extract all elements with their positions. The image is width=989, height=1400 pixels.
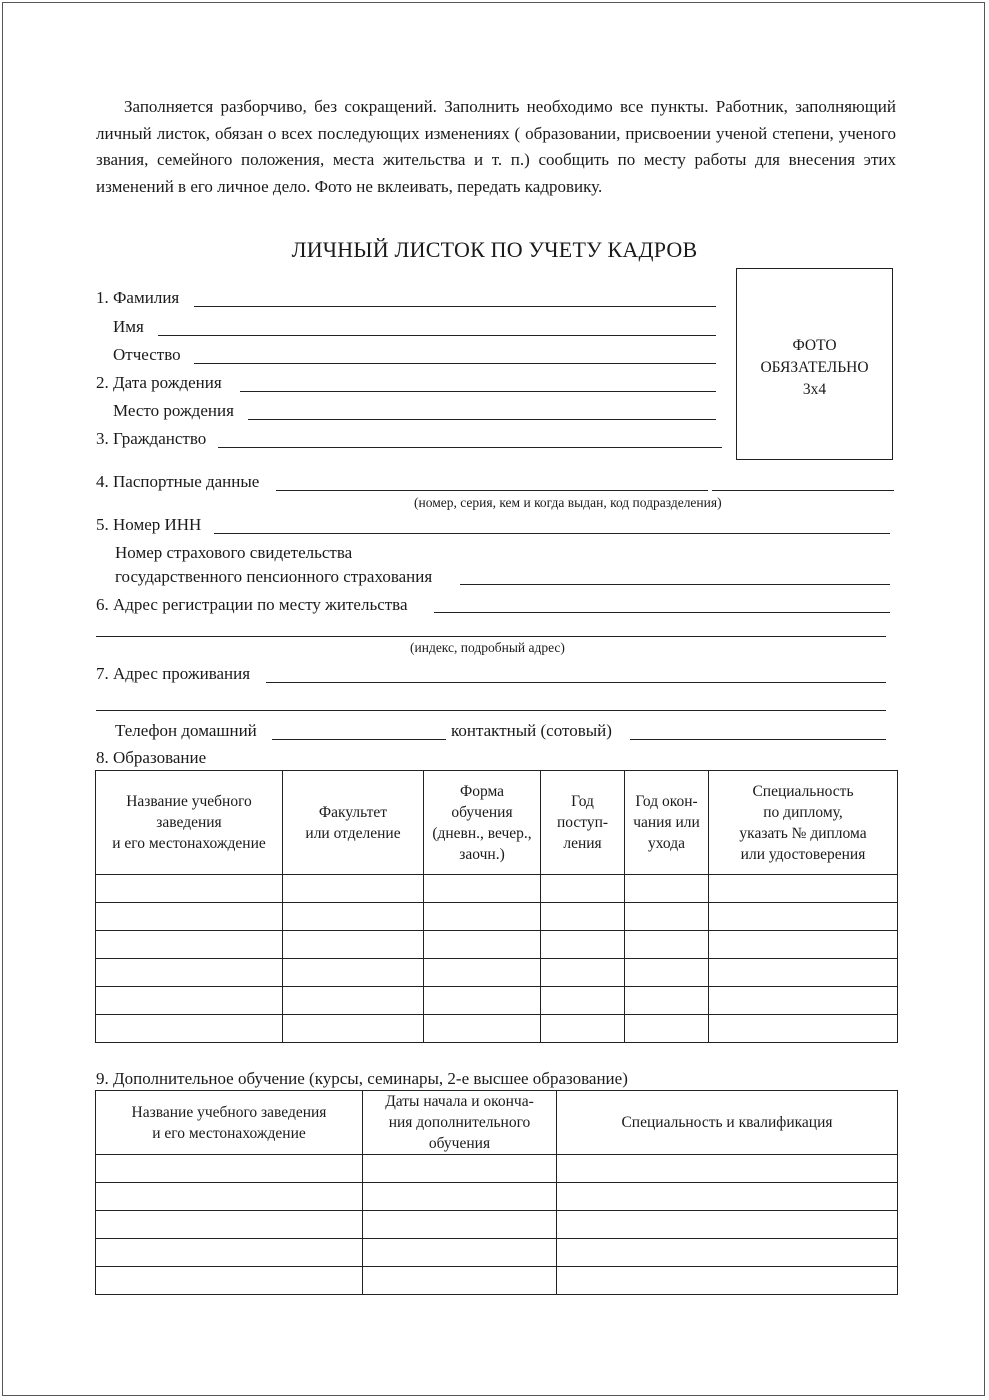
education-row [96, 987, 898, 1015]
table-cell[interactable] [283, 931, 424, 959]
additional-row [96, 1155, 898, 1183]
table-cell[interactable] [557, 1183, 898, 1211]
photo-placeholder [736, 268, 893, 460]
table-cell[interactable] [96, 875, 283, 903]
table-cell[interactable] [557, 1267, 898, 1295]
birth-date-field[interactable] [240, 391, 716, 392]
table-cell[interactable] [541, 1015, 625, 1043]
table-cell[interactable] [363, 1267, 557, 1295]
additional-header-row [96, 1091, 898, 1155]
table-cell[interactable] [557, 1155, 898, 1183]
education-row [96, 1015, 898, 1043]
birth-place-field[interactable] [248, 419, 716, 420]
citizenship-field[interactable] [218, 447, 722, 448]
education-row [96, 959, 898, 987]
additional-label: 9. Дополнительное обучение (курсы, семинары, 2-е высшее образование) [96, 1069, 628, 1088]
instructions-paragraph: Заполняется разборчиво, без сокращений. Заполнить необходимо все пункты. Работник, заполняющий личный листок, обязан о всех последующих изменениях ( образовании, присвоении ученой степени, ученого звания, семейного положения, места жительства и т. п.) сообщить по месту работы для внесения этих изменений в его личное дело. Фото не вклеивать, передать кадровику. [96, 97, 896, 196]
passport-label: 4. Паспортные данные [96, 472, 260, 491]
insurance-label-line2: государственного пенсионного страхования [115, 567, 433, 586]
table-cell[interactable] [96, 987, 283, 1015]
add-col-institution: Название учебного заведения и его местонахождение [96, 1091, 363, 1155]
phone-home-field[interactable] [272, 739, 446, 740]
birth-date-label: 2. Дата рождения [96, 373, 222, 392]
table-cell[interactable] [363, 1239, 557, 1267]
table-cell[interactable] [363, 1183, 557, 1211]
education-row [96, 903, 898, 931]
surname-label: 1. Фамилия [96, 288, 180, 307]
table-cell[interactable] [709, 1015, 898, 1043]
education-header-row [96, 771, 898, 875]
table-cell[interactable] [96, 1155, 363, 1183]
table-cell[interactable] [541, 903, 625, 931]
birth-place-label: Место рождения [113, 401, 234, 420]
table-cell[interactable] [625, 1015, 709, 1043]
table-cell[interactable] [424, 1015, 541, 1043]
table-cell[interactable] [96, 1239, 363, 1267]
name-label: Имя [113, 317, 144, 336]
table-cell[interactable] [283, 1015, 424, 1043]
table-cell[interactable] [541, 875, 625, 903]
reg-address-field-2[interactable] [96, 636, 886, 637]
edu-col-form: Форма обучения (дневн., вечер., заочн.) [424, 771, 541, 875]
additional-row [96, 1211, 898, 1239]
edu-col-institution: Название учебного заведения и его местонахождение [96, 771, 283, 875]
table-cell[interactable] [283, 875, 424, 903]
table-cell[interactable] [283, 987, 424, 1015]
table-cell[interactable] [424, 959, 541, 987]
reg-address-label: 6. Адрес регистрации по месту жительства [96, 595, 408, 614]
table-cell[interactable] [557, 1211, 898, 1239]
table-cell[interactable] [557, 1239, 898, 1267]
citizenship-label: 3. Гражданство [96, 429, 207, 448]
education-label: 8. Образование [96, 748, 207, 767]
patronymic-label: Отчество [113, 345, 181, 364]
table-cell[interactable] [625, 875, 709, 903]
live-address-field-1[interactable] [266, 682, 886, 683]
table-cell[interactable] [96, 1211, 363, 1239]
table-cell[interactable] [625, 959, 709, 987]
add-col-dates: Даты начала и оконча- ния дополнительного обучения [363, 1091, 557, 1155]
inn-field[interactable] [214, 533, 890, 534]
table-cell[interactable] [709, 959, 898, 987]
edu-col-year-start: Год поступ- ления [541, 771, 625, 875]
insurance-field[interactable] [460, 584, 890, 585]
reg-address-hint: (индекс, подробный адрес) [410, 640, 565, 655]
additional-row [96, 1183, 898, 1211]
table-cell[interactable] [625, 987, 709, 1015]
table-cell[interactable] [424, 987, 541, 1015]
education-row [96, 931, 898, 959]
table-cell[interactable] [541, 987, 625, 1015]
table-cell[interactable] [709, 987, 898, 1015]
table-cell[interactable] [625, 903, 709, 931]
table-cell[interactable] [709, 903, 898, 931]
photo-label-line3: 3х4 [802, 381, 827, 398]
edu-col-faculty: Факультет или отделение [283, 771, 424, 875]
table-cell[interactable] [96, 903, 283, 931]
phone-contact-label: контактный (сотовый) [451, 721, 612, 740]
additional-table [95, 1090, 898, 1295]
education-table [95, 770, 898, 1043]
reg-address-field-1[interactable] [434, 612, 890, 613]
education-row [96, 875, 898, 903]
table-cell[interactable] [96, 931, 283, 959]
edu-col-year-end: Год окон- чания или ухода [625, 771, 709, 875]
passport-hint: (номер, серия, кем и когда выдан, код подразделения) [414, 495, 722, 510]
table-cell[interactable] [96, 1183, 363, 1211]
table-cell[interactable] [363, 1155, 557, 1183]
additional-row [96, 1239, 898, 1267]
table-cell[interactable] [625, 931, 709, 959]
edu-col-specialty: Специальность по диплому, указать № диплома или удостоверения [709, 771, 898, 875]
form-title: ЛИЧНЫЙ ЛИСТОК ПО УЧЕТУ КАДРОВ [291, 237, 698, 262]
table-cell[interactable] [363, 1211, 557, 1239]
surname-field[interactable] [194, 306, 716, 307]
table-cell[interactable] [424, 903, 541, 931]
inn-label: 5. Номер ИНН [96, 515, 202, 534]
table-cell[interactable] [96, 1267, 363, 1295]
live-address-label: 7. Адрес проживания [96, 664, 251, 683]
passport-field-1[interactable] [276, 490, 708, 491]
table-cell[interactable] [283, 959, 424, 987]
table-cell[interactable] [541, 959, 625, 987]
phone-contact-field[interactable] [630, 739, 886, 740]
name-field[interactable] [158, 335, 716, 336]
phone-home-label: Телефон домашний [115, 721, 257, 740]
live-address-field-2[interactable] [96, 710, 886, 711]
table-cell[interactable] [96, 959, 283, 987]
table-cell[interactable] [709, 875, 898, 903]
photo-label-line1: ФОТО [792, 337, 837, 354]
passport-field-2[interactable] [712, 490, 894, 491]
additional-row [96, 1267, 898, 1295]
insurance-label-line1: Номер страхового свидетельства [115, 543, 353, 562]
patronymic-field[interactable] [194, 363, 716, 364]
table-cell[interactable] [96, 1015, 283, 1043]
table-cell[interactable] [709, 931, 898, 959]
table-cell[interactable] [424, 875, 541, 903]
photo-label-line2: ОБЯЗАТЕЛЬНО [760, 359, 869, 376]
table-cell[interactable] [424, 931, 541, 959]
table-cell[interactable] [283, 903, 424, 931]
add-col-specialty: Специальность и квалификация [557, 1091, 898, 1155]
table-cell[interactable] [541, 931, 625, 959]
